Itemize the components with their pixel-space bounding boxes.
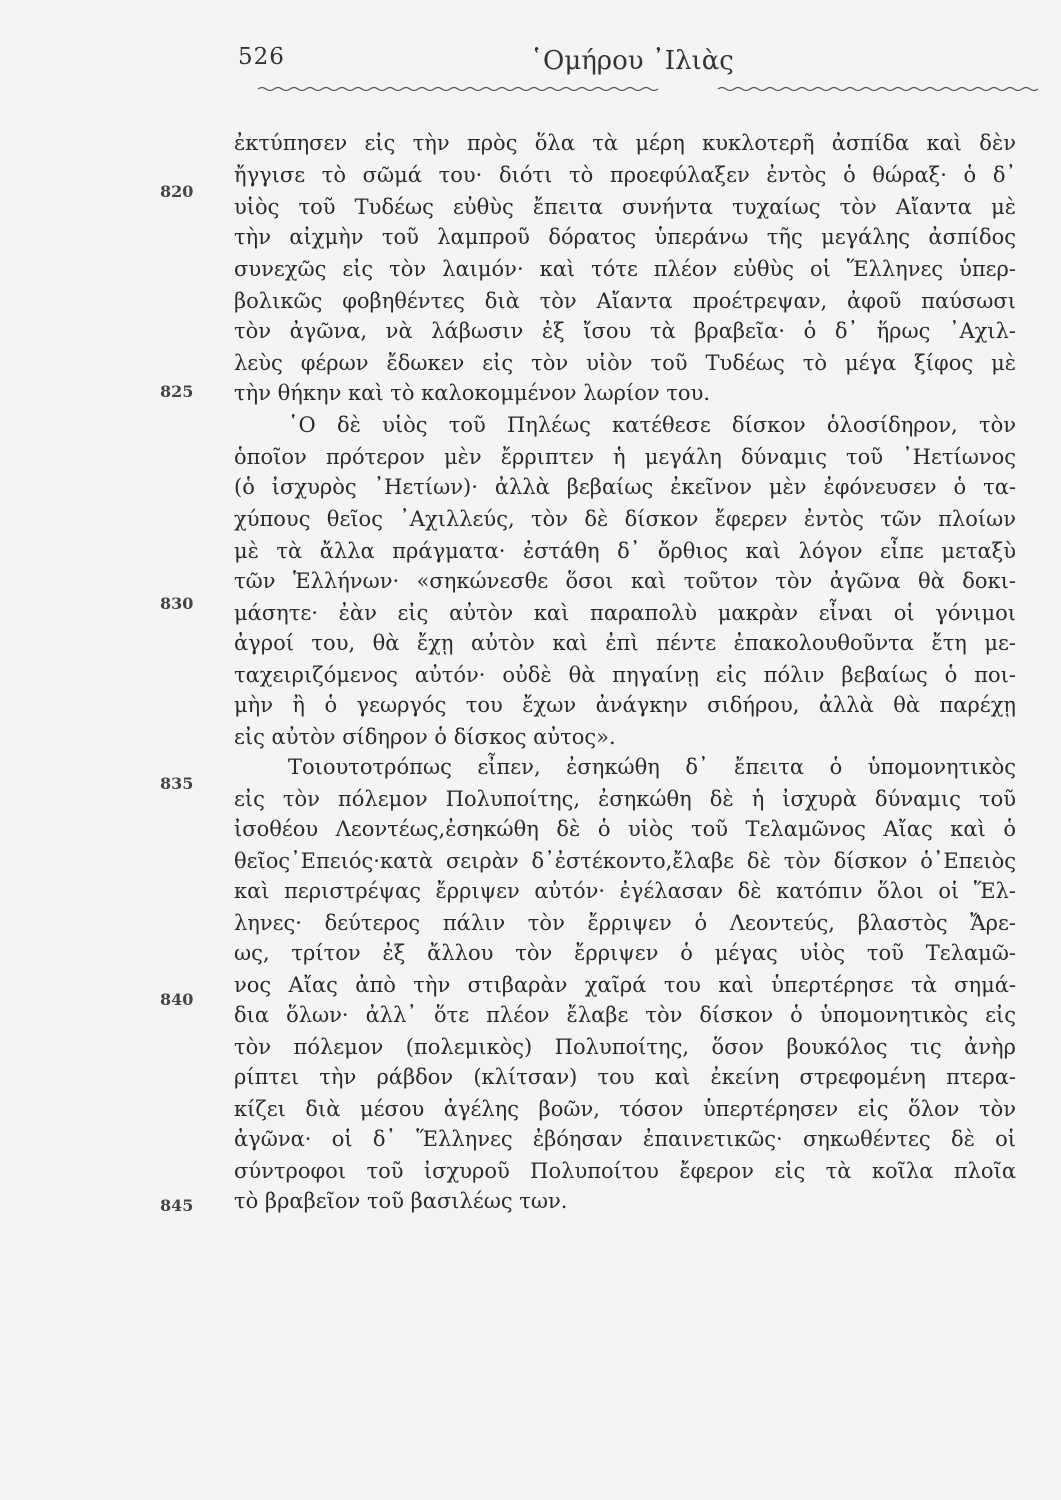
header-wavy-rule — [258, 86, 1038, 92]
text-line: καὶ περιστρέψας ἔρριψεν αὐτόν· ἐγέλασαν δὲ κατόπιν ὅλοι οἱ Ἕλ- — [234, 879, 1016, 903]
text-line: τὸ βραβεῖον τοῦ βασιλέως των. — [234, 1189, 568, 1213]
text-line: τὸν ἀγῶνα, νὰ λάβωσιν ἐξ ἴσου τὰ βραβεῖα· ὁ δ᾽ ἥρως ᾿Αχιλ- — [234, 319, 1016, 343]
verse-line-number: 840 — [160, 990, 194, 1009]
text-line: ἀγροί του, θὰ ἔχῃ αὐτὸν καὶ ἐπὶ πέντε ἐπακολουθοῦντα ἔτη με- — [234, 631, 1016, 655]
text-line: ἀγῶνα· οἱ δ᾽ Ἕλληνες ἐβόησαν ἐπαινετικῶς· σηκωθέντες δὲ οἱ — [234, 1127, 1016, 1151]
text-line: σύντροφοι τοῦ ἰσχυροῦ Πολυποίτου ἔφερον εἰς τὰ κοῖλα πλοῖα — [234, 1159, 1016, 1183]
text-line: τὸν πόλεμον (πολεμικὸς) Πολυποίτης, ὅσον βουκόλος τις ἀνὴρ — [234, 1035, 1016, 1059]
verse-line-number: 820 — [160, 182, 194, 201]
text-line: νος Αἴας ἀπὸ τὴν στιβαρὰν χαῖρά του καὶ ὑπερτέρησε τὰ σημά- — [234, 973, 1016, 997]
text-line: δια ὅλων· ἀλλ᾽ ὅτε πλέον ἔλαβε τὸν δίσκον ὁ ὑπομονητικὸς εἰς — [234, 1003, 1016, 1027]
verse-line-number: 835 — [160, 774, 194, 793]
text-line: συνεχῶς εἰς τὸν λαιμόν· καὶ τότε πλέον εὐθὺς οἱ Ἕλληνες ὑπερ- — [234, 257, 1016, 281]
text-line: μὴν ἢ ὁ γεωργός του ἔχων ἀνάγκην σιδήρου, ἀλλὰ θὰ παρέχῃ — [234, 693, 1016, 717]
text-line: τὴν αἰχμὴν τοῦ λαμπροῦ δόρατος ὑπεράνω τῆς μεγάλης ἀσπίδος — [234, 225, 1016, 249]
text-line: ρίπτει τὴν ράβδον (κλίτσαν) του καὶ ἐκείνη στρεφομένη πτερα- — [234, 1065, 1016, 1089]
text-line: εἰς τὸν πόλεμον Πολυποίτης, ἐσηκώθη δὲ ἡ ἰσχυρὰ δύναμις τοῦ — [234, 787, 1016, 811]
text-line: ἤγγισε τὸ σῶμά του· διότι τὸ προεφύλαξεν ἐντὸς ὁ θώραξ· ὁ δ᾽ — [234, 163, 1016, 187]
text-line: βολικῶς φοβηθέντες διὰ τὸν Αἴαντα προέτρεψαν, ἀφοῦ παύσωσι — [234, 289, 1016, 313]
text-line: ταχειριζόμενος αὐτόν· οὐδὲ θὰ πηγαίνῃ εἰς πόλιν βεβαίως ὁ ποι- — [234, 663, 1016, 687]
running-title: ῾Ομήρου ᾿Ιλιὰς — [530, 46, 734, 76]
text-line: χύπους θεῖος ᾿Αχιλλεύς, τὸν δὲ δίσκον ἔφερεν ἐντὸς τῶν πλοίων — [234, 507, 1016, 531]
text-line: τῶν Ἑλλήνων· «σηκώνεσθε ὅσοι καὶ τοῦτον τὸν ἀγῶνα θὰ δοκι- — [234, 569, 1016, 593]
page-number: 526 — [238, 44, 285, 70]
text-line: εἰς αὐτὸν σίδηρον ὁ δίσκος αὐτος». — [234, 725, 616, 749]
text-line: ληνες· δεύτερος πάλιν τὸν ἔρριψεν ὁ Λεοντεύς, βλαστὸς Ἄρε- — [234, 911, 1016, 935]
text-line: υἱὸς τοῦ Τυδέως εὐθὺς ἔπειτα συνήντα τυχαίως τὸν Αἴαντα μὲ — [234, 195, 1016, 219]
text-line: θεῖος᾽Επειός·κατὰ σειρὰν δ᾽ἐστέκοντο,ἔλαβε δὲ τὸν δίσκον ὁ᾽Επειὸς — [234, 849, 1016, 873]
text-line: ως, τρίτον ἐξ ἄλλου τὸν ἔρριψεν ὁ μέγας υἱὸς τοῦ Τελαμῶ- — [234, 941, 1016, 965]
text-line: Τοιουτοτρόπως εἶπεν, ἐσηκώθη δ᾽ ἔπειτα ὁ ὑπομονητικὸς — [288, 755, 1016, 779]
text-line: μὲ τὰ ἄλλα πράγματα· ἐστάθη δ᾽ ὄρθιος καὶ λόγον εἶπε μεταξὺ — [234, 539, 1016, 563]
text-line: ῾Ο δὲ υἱὸς τοῦ Πηλέως κατέθεσε δίσκον ὁλοσίδηρον, τὸν — [288, 413, 1016, 437]
text-line: τὴν θήκην καὶ τὸ καλοκομμένον λωρίον του. — [234, 381, 711, 405]
text-line: ὁποῖον πρότερον μὲν ἔρριπτεν ἡ μεγάλη δύναμις τοῦ ᾿Ηετίωνος — [234, 445, 1016, 469]
text-line: (ὁ ἰσχυρὸς ᾿Ηετίων)· ἀλλὰ βεβαίως ἐκεῖνον μὲν ἐφόνευσεν ὁ τα- — [234, 475, 1016, 499]
text-line: λεὺς φέρων ἔδωκεν εἰς τὸν υἱὸν τοῦ Τυδέως τὸ μέγα ξίφος μὲ — [234, 351, 1016, 375]
verse-line-number: 830 — [160, 594, 194, 613]
text-line: ἰσοθέου Λεοντέως,ἐσηκώθη δὲ ὁ υἱὸς τοῦ Τελαμῶνος Αἴας καὶ ὁ — [234, 817, 1016, 841]
text-line: ἐκτύπησεν εἰς τὴν πρὸς ὅλα τὰ μέρη κυκλοτερῆ ἀσπίδα καὶ δὲν — [234, 131, 1016, 155]
verse-line-number: 825 — [160, 382, 194, 401]
text-line: κίζει διὰ μέσου ἀγέλης βοῶν, τόσον ὑπερτέρησεν εἰς ὅλον τὸν — [234, 1097, 1016, 1121]
verse-line-number: 845 — [160, 1196, 194, 1215]
text-line: μάσητε· ἐὰν εἰς αὐτὸν καὶ παραπολὺ μακρὰν εἶναι οἱ γόνιμοι — [234, 601, 1016, 625]
